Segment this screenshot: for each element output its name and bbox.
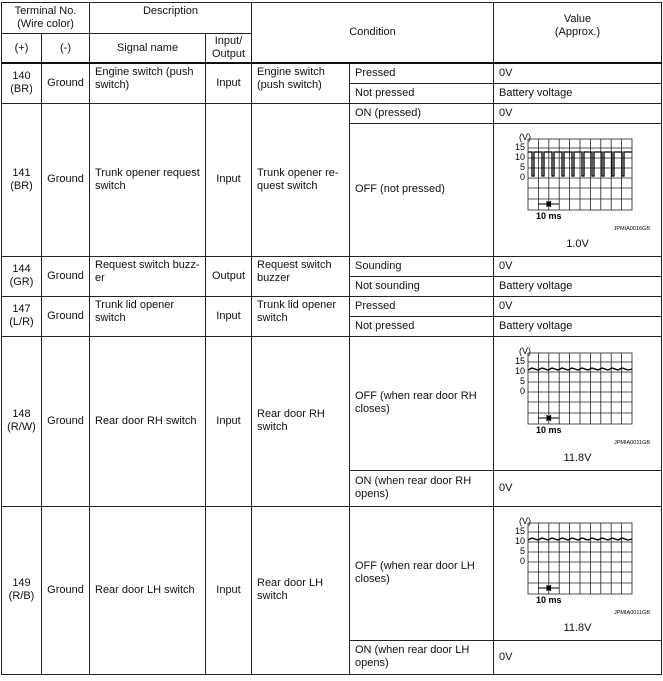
wire-color: (GR) <box>9 276 34 288</box>
value-label: Value <box>563 13 592 25</box>
value-cell: Battery voltage <box>494 83 662 103</box>
condition-state-cell: OFF (when rear door LH closes) <box>350 506 494 640</box>
scope-unit-label: (V) <box>518 132 531 142</box>
value-cell: 0V <box>494 103 662 123</box>
scope-tick-10: 10 <box>514 152 525 162</box>
scope-tick-0: 0 <box>519 172 525 182</box>
scope-time-div: 10 ms <box>535 594 562 605</box>
io-cell: Input <box>206 63 252 103</box>
condition-state-cell: Not pressed <box>350 83 494 103</box>
terminal-table <box>1 2 662 675</box>
description-header: Description <box>90 3 252 34</box>
value-header <box>494 3 662 64</box>
condition-label: Condition <box>349 26 396 38</box>
terminal-no-label: Terminal No. <box>14 5 77 17</box>
ground-cell: Ground <box>42 336 90 506</box>
scope-ripple-trace <box>528 538 632 540</box>
signal-name-cell: Trunk lid opener switch <box>90 296 206 336</box>
scope-tick-0: 0 <box>519 555 525 566</box>
scope-grid <box>528 353 632 424</box>
condition-state-cell: ON (pressed) <box>350 103 494 123</box>
condition-state-cell: ON (when rear door LH opens) <box>350 640 494 674</box>
scope-tick-15: 15 <box>514 355 525 366</box>
wire-color: (R/W) <box>7 421 36 433</box>
io-cell: Input <box>206 103 252 256</box>
approx-label: (Approx.) <box>554 26 601 38</box>
condition-state-cell: OFF (not pressed) <box>350 123 494 256</box>
signal-name-cell: Rear door LH switch <box>90 506 206 674</box>
terminal-no-header <box>2 3 90 34</box>
value-cell: Battery voltage <box>494 316 662 336</box>
io-cell: Input <box>206 506 252 674</box>
terminal-number: 141 <box>12 166 31 179</box>
io-cell: Input <box>206 296 252 336</box>
terminal-number: 149 <box>12 577 31 589</box>
value-cell: 0V <box>494 470 662 506</box>
scope-figure-code: JPMIA0016GB <box>613 226 650 232</box>
condition-main-cell: Rear door LH switch <box>252 506 350 674</box>
scope-ripple-trace <box>528 368 632 370</box>
io-cell: Output <box>206 256 252 296</box>
terminal-cell <box>2 103 42 256</box>
signal-name-cell: Rear door RH switch <box>90 336 206 506</box>
condition-main-cell: Engine switch (push switch) <box>252 63 350 103</box>
oscilloscope-pulse-waveform <box>503 128 653 232</box>
terminal-cell <box>2 256 42 296</box>
io-cell: Input <box>206 336 252 506</box>
condition-main-cell: Request switch buzzer <box>252 256 350 296</box>
terminal-number: 144 <box>12 263 31 275</box>
scope-figure-code: JPMIA0011GB <box>613 609 650 616</box>
scope-grid <box>528 523 632 594</box>
ground-cell: Ground <box>42 296 90 336</box>
scope-time-arrow <box>538 202 559 207</box>
terminal-number: 147 <box>12 303 31 315</box>
scope-tick-0: 0 <box>519 385 525 396</box>
scope-unit-label: (V) <box>518 515 531 526</box>
condition-main-cell: Trunk opener re- quest switch <box>252 103 350 256</box>
scope-tick-15: 15 <box>514 142 525 152</box>
condition-main-cell: Rear door RH switch <box>252 336 350 506</box>
signal-name-cell: Trunk opener request switch <box>90 103 206 256</box>
wire-color: (L/R) <box>9 316 34 328</box>
wire-color: (R/B) <box>8 590 35 602</box>
ground-cell: Ground <box>42 63 90 103</box>
scope-unit-label: (V) <box>518 345 531 356</box>
value-scope-cell <box>494 336 662 470</box>
terminal-cell <box>2 296 42 336</box>
condition-state-cell: Not pressed <box>350 316 494 336</box>
condition-state-cell: Pressed <box>350 63 494 83</box>
condition-state-cell: Not sounding <box>350 276 494 296</box>
scope-time-div: 10 ms <box>535 211 562 221</box>
signal-name-cell: Engine switch (push switch) <box>90 63 206 103</box>
ground-cell: Ground <box>42 256 90 296</box>
condition-header <box>252 3 494 64</box>
value-cell: 0V <box>494 63 662 83</box>
oscilloscope-ripple-waveform <box>503 342 653 446</box>
value-cell: 0V <box>494 256 662 276</box>
io-header: Input/ Output <box>206 34 252 64</box>
wire-color: (BR) <box>10 83 33 96</box>
value-scope-cell <box>494 506 662 640</box>
value-scope-cell <box>494 123 662 256</box>
scope-time-arrow <box>538 585 559 590</box>
scope-tick-5: 5 <box>519 162 525 172</box>
value-reading: 11.8V <box>563 621 592 634</box>
ground-cell: Ground <box>42 103 90 256</box>
ground-cell: Ground <box>42 506 90 674</box>
condition-state-cell: Pressed <box>350 296 494 316</box>
signal-name-header: Signal name <box>90 34 206 64</box>
condition-state-cell: ON (when rear door RH opens) <box>350 470 494 506</box>
scope-tick-10: 10 <box>514 365 525 376</box>
value-cell: 0V <box>494 296 662 316</box>
value-reading: 11.8V <box>563 451 592 464</box>
scope-tick-5: 5 <box>519 545 525 556</box>
terminal-cell <box>2 506 42 674</box>
condition-main-cell: Trunk lid opener switch <box>252 296 350 336</box>
scope-time-arrow <box>538 415 559 420</box>
condition-state-cell: OFF (when rear door RH closes) <box>350 336 494 470</box>
value-cell: Battery voltage <box>494 276 662 296</box>
scope-tick-5: 5 <box>519 375 525 386</box>
scope-tick-15: 15 <box>514 525 525 536</box>
value-reading: 1.0V <box>566 238 589 250</box>
scope-time-div: 10 ms <box>535 424 562 435</box>
terminal-number: 148 <box>12 408 31 420</box>
oscilloscope-ripple-waveform <box>503 512 653 616</box>
wire-color-label: (Wire color) <box>17 18 74 30</box>
scope-figure-code: JPMIA0011GB <box>613 439 650 446</box>
terminal-cell <box>2 336 42 506</box>
value-cell: 0V <box>494 640 662 674</box>
minus-header: (-) <box>42 34 90 64</box>
wire-color: (BR) <box>10 179 33 192</box>
signal-name-cell: Request switch buzz- er <box>90 256 206 296</box>
terminal-cell <box>2 63 42 103</box>
plus-header: (+) <box>2 34 42 64</box>
terminal-number: 140 <box>12 70 31 83</box>
condition-state-cell: Sounding <box>350 256 494 276</box>
scope-tick-10: 10 <box>514 535 525 546</box>
